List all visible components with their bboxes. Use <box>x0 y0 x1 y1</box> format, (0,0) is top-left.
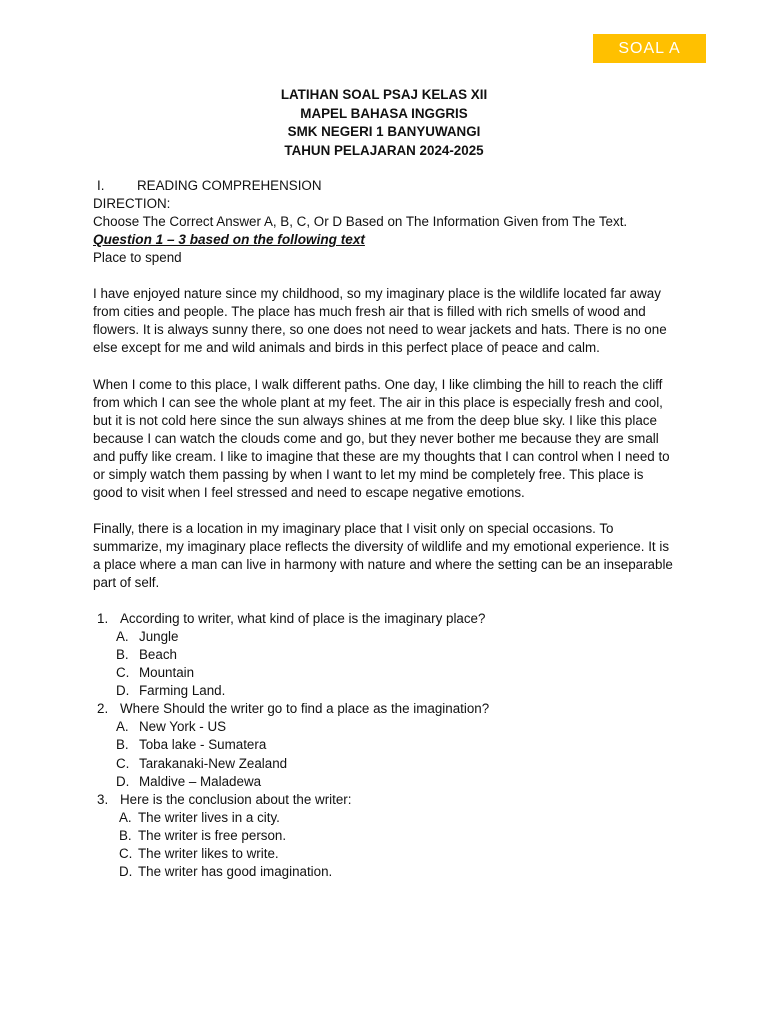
question-2 <box>93 700 673 718</box>
option-2b: B. Toba lake - Sumatera <box>116 737 267 753</box>
question-number: 1. <box>97 611 109 627</box>
question-3 <box>93 791 673 809</box>
question-number: 3. <box>97 791 109 807</box>
header-line-4: TAHUN PELAJARAN 2024-2025 <box>284 142 484 158</box>
option-2a: A. New York - US <box>116 719 227 735</box>
option-1b: B. Beach <box>116 647 177 663</box>
question-group-heading: Question 1 – 3 based on the following text <box>93 232 365 248</box>
question-number: 2. <box>97 701 109 717</box>
document-header <box>0 86 768 160</box>
section-heading <box>93 177 673 195</box>
header-line-1: LATIHAN SOAL PSAJ KELAS XII <box>280 87 488 102</box>
option-3b: B. The writer is free person. <box>119 827 287 843</box>
option-3a: A. The writer lives in a city. <box>119 809 280 825</box>
reading-paragraph-2: When I come to this place, I walk different paths. One day, I like climbing the hill to reach the cliff from which I can see the whole plant at my feet. The air in this place is especially fresh and cool, but it is not cold here since the sun always shines at me from the deep blue sky. I like this place because I can watch the clouds come and go, but they never bother me because they are small and puffy like cream. I like to imagine that these are my thoughts that I can control when I need to or simply watch them passing by when I want to let my mind be completely free. This place is good to visit when I feel stressed and need to escape negative emotions. <box>93 376 670 500</box>
option-1d: D. Farming Land. <box>116 683 226 699</box>
header-line-2: MAPEL BAHASA INGGRIS <box>300 105 468 121</box>
question-text: Where Should the writer go to find a place as the imagination? <box>120 701 490 717</box>
direction-text: Choose The Correct Answer A, B, C, Or D Based on The Information Given from The Text. <box>93 214 628 230</box>
option-1c: C. Mountain <box>116 665 195 681</box>
text-title: Place to spend <box>93 250 182 266</box>
question-text: Here is the conclusion about the writer: <box>120 791 352 807</box>
option-1a: A. Jungle <box>116 629 179 645</box>
question-text: According to writer, what kind of place is the imaginary place? <box>120 611 486 627</box>
option-2c: C. Tarakanaki-New Zealand <box>116 755 288 771</box>
header-line-3: SMK NEGERI 1 BANYUWANGI <box>287 124 481 139</box>
option-2d: D. Maldive – Maladewa <box>116 773 262 789</box>
direction-label: DIRECTION: <box>93 196 171 212</box>
option-3c: C. The writer likes to write. <box>119 845 279 861</box>
reading-paragraph-1: I have enjoyed nature since my childhood, so my imaginary place is the wildlife located far away from cities and people. The place has much fresh air that is filled with rich smells of wood and flowers. It is always sunny there, so one does not need to wear jackets and hats. There is no one else except for me and wild animals and birds in this perfect place of peace and calm. <box>93 286 667 356</box>
reading-paragraph-3: Finally, there is a location in my imaginary place that I visit only on special occasions. To summarize, my imaginary place reflects the diversity of wildlife and my emotional experience. It is a place where a man can live in harmony with nature and where the setting can be an inseparable part of self. <box>93 520 673 591</box>
section-number: I. <box>97 178 105 193</box>
section-title: READING COMPREHENSION <box>137 178 322 193</box>
option-3d: D. The writer has good imagination. <box>119 863 333 879</box>
document-body <box>93 177 673 881</box>
soal-badge: SOAL A <box>593 34 706 63</box>
question-1 <box>93 610 673 628</box>
